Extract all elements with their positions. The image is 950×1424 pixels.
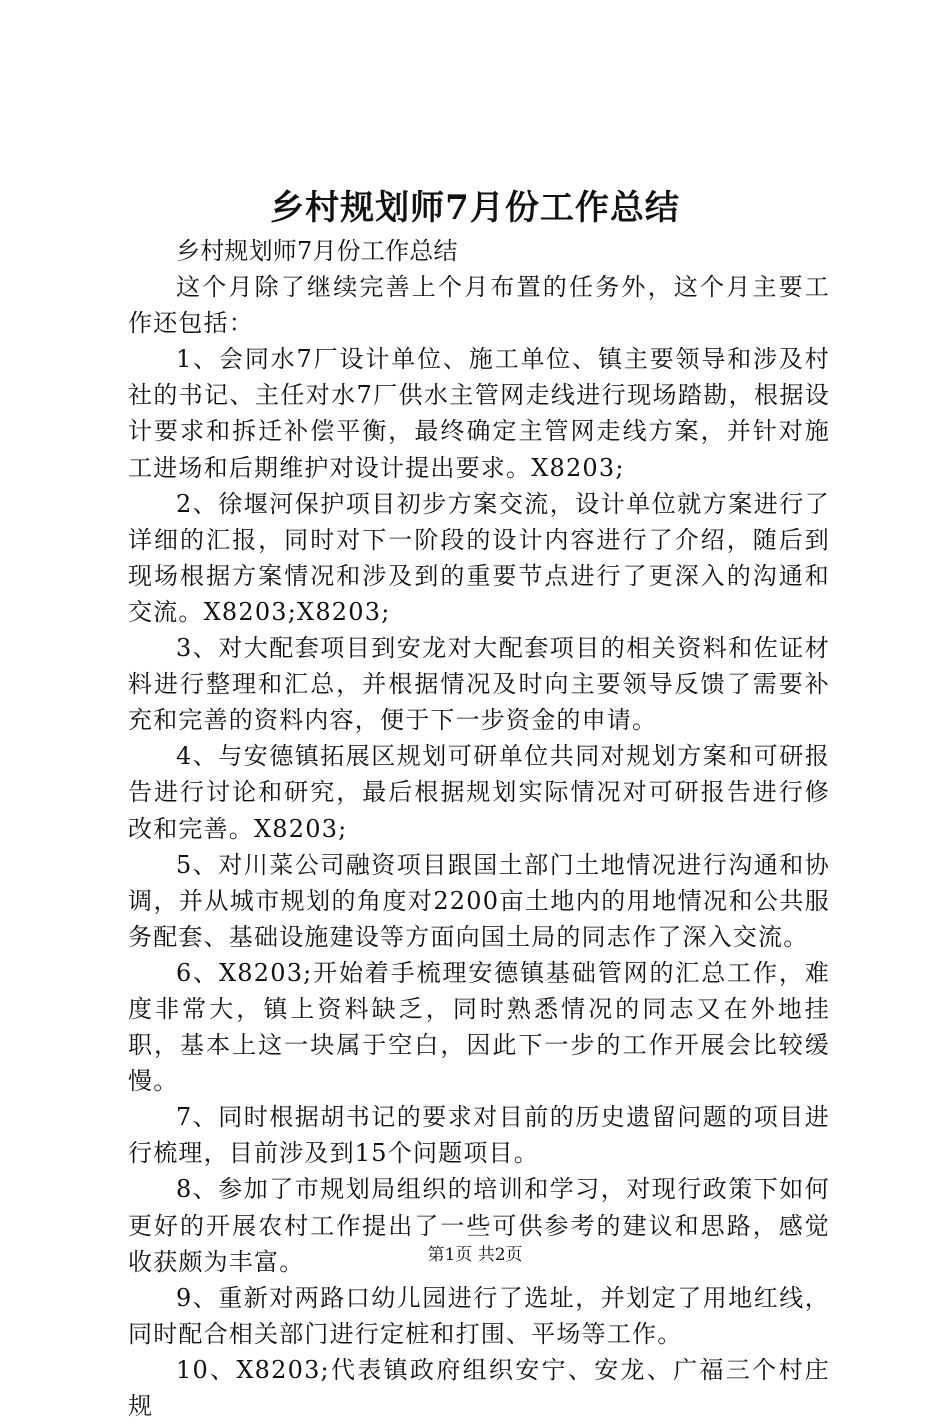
paragraph-item-6: 6、X8203;开始着手梳理安德镇基础管网的汇总工作，难度非常大，镇上资料缺乏，同时熟悉情况的同志又在外地挂职，基本上这一块属于空白，因此下一步的工作开展会比较缓慢。 <box>128 958 830 1096</box>
paragraph-item-4: 4、与安德镇拓展区规划可研单位共同对规划方案和可研报告进行讨论和研究，最后根据规划实际情况对可研报告进行修改和完善。X8203; <box>128 742 830 843</box>
document-subtitle: 乡村规划师7月份工作总结 <box>176 237 458 265</box>
paragraph-item-5: 5、对川菜公司融资项目跟国土部门土地情况进行沟通和协调，并从城市规划的角度对2200亩土地内的用地情况和公共服务配套、基础设施建设等方面向国土局的同志作了深入交流。 <box>128 850 830 951</box>
paragraph-item-10: 10、X8203;代表镇政府组织安宁、安龙、广福三个村庄规 <box>128 1355 830 1420</box>
page-number-footer: 第1页 共2页 <box>427 1245 523 1265</box>
paragraph-item-2: 2、徐堰河保护项目初步方案交流，设计单位就方案进行了详细的汇报，同时对下一阶段的设计内容进行了介绍，随后到现场根据方案情况和涉及到的重要节点进行了更深入的沟通和交流。X8203;X8203; <box>128 489 830 626</box>
document-title: 乡村规划师7月份工作总结 <box>270 188 680 228</box>
paragraph-item-7: 7、同时根据胡书记的要求对目前的历史遗留问题的项目进行梳理，目前涉及到15个问题项目。 <box>128 1103 830 1168</box>
paragraph-intro: 这个月除了继续完善上个月布置的任务外，这个月主要工作还包括： <box>128 273 830 338</box>
paragraph-item-3: 3、对大配套项目到安龙对大配套项目的相关资料和佐证材料进行整理和汇总，并根据情况及时向主要领导反馈了需要补充和完善的资料内容，便于下一步资金的申请。 <box>128 634 830 735</box>
paragraph-item-9: 9、重新对两路口幼儿园进行了选址，并划定了用地红线，同时配合相关部门进行定桩和打围、平场等工作。 <box>128 1283 830 1348</box>
paragraph-item-1: 1、会同水7厂设计单位、施工单位、镇主要领导和涉及村社的书记、主任对水7厂供水主管网走线进行现场踏勘，根据设计要求和拆迁补偿平衡，最终确定主管网走线方案，并针对施工进场和后期维护对设计提出要求。X8203; <box>128 345 830 482</box>
paragraph-item-8: 8、参加了市规划局组织的培训和学习，对现行政策下如何更好的开展农村工作提出了一些可供参考的建议和思路，感觉收获颇为丰富。 <box>128 1175 830 1276</box>
